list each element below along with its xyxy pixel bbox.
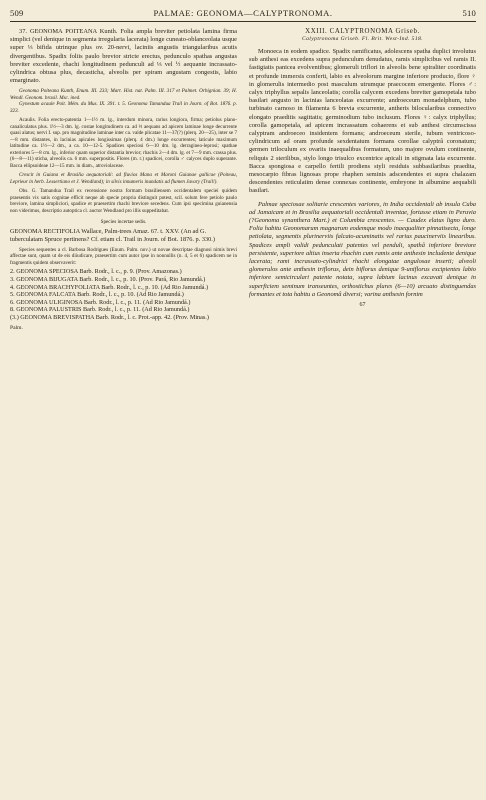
list-item: (3.) GEONOMA BREVISPATHA Barb. Rodr., l. c. Prot.-app. 42. (Prov. Minas.): [10, 313, 209, 321]
running-header: [10, 8, 476, 22]
species-description: Acaulis. Folia erecto-patentia 1—1½ m. lg., interdum minora, rarius longiora, firma; petiolus plano-canaliculatus plus. 1½—3 dm. lg. costae longitudinem ca. ad ⅓ aequans ad apicem laminae longe decurrente quasi alatus; nervi I. sup. pro magnitudine laminae inter ca. valde plicatae 11—37(?) (plerq. 20—25), inter se 7—8 mm. distantes, in lacinias apicales longissimas (plerq. 4 dm.) longe excurrentes; laticule maximum latitudine ca. 1½—2 dm., a ca. 10—12-5. Spadices speciosi 6—10 dm. lg. derragineo-leprosi; spathae exteriores 5—8 cm. lg., inferior quam superior distantia brevior; rhachis 2—4 dm. lg. et 7—9 mm. crassa plus. (6—8—11) sticha, alveolis ca. 6 mm. superpositis. Flores (m. r.) spadicei, corolla ♂ calyces duplo superante. Bacca ellipsoideae 12—15 mm. in diam., atroviolaceae.: [10, 117, 237, 169]
synonymy-2: Gynestum acaule Poit. Mém. du Mus. IX. 391. t. 5. Geonoma Tamandua Trail in Journ. of Bot. 1876. p. 323.: [10, 101, 237, 114]
synonymy-1: Geonoma Poiteana Kunth, Enum. III. 233; Mart. Hist. nat. Palm. III. 317 et Palmet. Orbignian. 39; H. Wendl. Geonom. brasil. Msc. ined.: [10, 88, 237, 101]
list-item: 6. GEONOMA ULIGINOSA Barb. Rodr., l. c., p. 11. (Ad Rio Jamundá.): [10, 298, 191, 306]
signature-mark: Palm.: [10, 324, 23, 331]
incertae-sedis-heading: Species incertae sedis.: [100, 219, 147, 226]
left-column: [10, 28, 237, 331]
list-item: 3. GEONOMA BIJUGATA Barb. Rodr., l. c., p. 10. (Prov. Pará, Rio Jamundá.): [10, 276, 206, 284]
genus-description: Monoeca in eodem spadice. Spadix ramificatus, adolescens spatha duplici involutus sub anthesi eas excedens supra pedunculum denudatus, ramis simplicibus vel ramis II. fastigiatis panicea evolventibus; glomeruli triflori in alveolis bene spiraliter coordinatis et profunde immersis conferti, labio ex alveolorum margine inferiore producto, flore ♀ in glomerulis intermedio post masculum utrumque praecocem emergente. Flores ♂: calyx triphyllus sepalis lanceolatis; corolla calycem excedens breviter gamopetala tubo basilari angusto in lacinias lanceolatas excurrente; androeceum monadelphum, tubo turbinato carnoso in filamenta 6 brevia excurrente, antheris bilocularibus connectivo elongato praeditis sagittatis; germinodium tubo inclusum. Flores ♀: calyx triphyllus; corolla gamopetala, ad apicem incrassatum cohaerens et sub anthesi circumscissa calyptram androeceo insidentem formans; androeceum sterile, tubum ventricoso-cylindricum ad oram profunde sexdentatum formans corollae calyptrâ coronatum; germen triloculum ex ovariis inaequalibus formatum, uno majore ovulum continente, reliquis 2 sterilibus, stylo longo trisulco excentrice apicali in stigmata lata excurrente. Bacca spongiosa e carpello fertili prodiens styli residuis subbasilaribus praedita, mesocarpio fibras lignosas prope rhaphen seminis adscendentes et supra chalazam descendentes reticulatim dense connexas continente, embryone in albumine aequabili basilari.: [249, 48, 476, 195]
list-item: 8. GEONOMA PALUSTRIS Barb. Rodr., l. c., p. 11. (Ad Rio Jamundá.): [10, 306, 190, 314]
list-item: 5. GEONOMA FALCATA Barb. Rodr., l. c., p. 10. (Ad Rio Jamundá.): [10, 291, 184, 299]
page-number-right: 510: [462, 8, 476, 18]
habitat-note: Crescit in Guiana et Brasilia aequatoriali: ad fluvios Mana et Maroni Guianae gallicae (Poiteau, Leprieur in herb. Lessertiano et J. Wendland); in silvis innumeris inundatis ad flumen Javary (Trail!).: [10, 172, 237, 185]
species-list: [10, 268, 237, 321]
running-title: PALMAE: GEONOMA—CALYPTRONOMA.: [153, 8, 333, 18]
barbosa-note: Species sequentes a cl. Barbosa Rodrigues (Enum. Palm. nov.) ut novae descriptae diagnosi nimis brevi affectae sunt, quam ut de eis diiudicare, praesertim cum autor ipse in nonnullis (n. 4, 5 et 6) spadicem ne in fragmentis quidem observaverit:: [10, 246, 237, 266]
two-column-body: [10, 28, 476, 331]
signature-number: 67: [359, 302, 366, 309]
list-item: 4. GEONOMA BRACHYFOLIATA Barb. Rodr., l. c., p. 10. (Ad Rio Jamundá.): [10, 283, 209, 291]
genus-reference: Calyptronoma Griseb. Fl. Brit. West-Ind. 518.: [301, 36, 424, 42]
list-item: 2. GEONOMA SPECIOSA Barb. Rodr., l. c., p. 9. (Prov. Amazonas.): [10, 268, 182, 276]
page-number-left: 509: [10, 8, 24, 18]
genus-heading: XXIII. CALYPTRONOMA Griseb.: [305, 28, 420, 35]
genus-habit-note: Palmae speciosae solitarie crescentes variores, in India occidentali ab insula Cuba ad Jamaicam et in Brasilia aequatoriali occidentali inventae, fortasse etiam in Peruvia (?Geonoma synanthera Mart.) et Columbia crescentes. — Caudex elatus ligno duro. Folia habitu Geonomarum magnarum eodemque modo inaequaliter pinnatisecta, longe petiolata, segmentis plurinerviis falcato-acuminatis vel rarius paucinerviis linearibus. Spadices ampli validi pedunculati patentes vel penduli, spathâ inferiore breviore persistente, superiore altius inserta rhachin cum ramis ante anthesin includente denique lacerata; rami incrassato-cylindrici rhachi elongatae angulosae inserti; alveoli glomerulos ante anthesin triflorus, dein biflorus denique 9-uniflorus excipientes labio inferiore semicirculari patente notata, supra labium lacinus excavati denique in superficiem seminum transeuntes, orthostichus plures (6—10) arcuato distinguendas formantes et tota habitu a Geonomâ diversi; varina anthesin fornim: [249, 200, 476, 298]
species-37-diagnosis: 37. GEONOMA POITEANA Kunth. Folia ampla breviter petiolata lamina firma simplici (vel denique in segmenta irregularia lacerata) longe cuneato-oblanceolata usque super ⅓ bifida utrinque plus ov. 20-nervi, laciniis angustis triangularibus acutis divergentibus. Spadix foliis paulo brevior stricte erectus, pedunculo spathas angustas breviter excedente, rhachi longitudinem pedunculi ad ⅓ vel ½ aequante incrassato-cylindrica obtusa plus, decasticha, alveolis per spiram angustam congestis, labio emarginato.: [10, 28, 237, 85]
right-column: [249, 28, 476, 331]
geonoma-rectifolia-entry: GEONOMA RECTIFOLIA Wallace, Palm-trees Amaz. 67. t. XXV. (An ad G. tuberculatam Spruce pertinens? Cf. etiam cl. Trail in Journ. of Bot. 1876. p. 330.): [10, 227, 215, 243]
observation-note: Obs. G. Tamandua Trail ex recensione nostra formam brasiliensem occidentalem speciei quidem praesentis vix satis cognitae efficit neque ab specie propria distinguit potest, scil. solum fere petiolo paulo breviore, lamina simpliciori, spadice et praesertim rhachi breviore secedens. Cum ipsi specimina guianensia non viderimus, descriptio autoptica cl. auctor Wendland pro illis suppeditabat.: [10, 188, 237, 214]
